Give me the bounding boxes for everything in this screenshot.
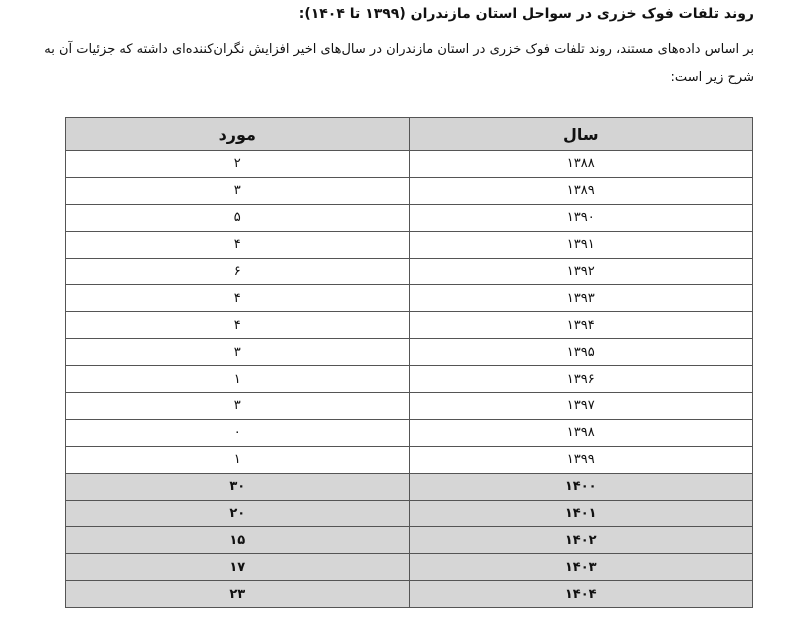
table-row (66, 339, 753, 366)
year-cell: ۱۳۹۲ (409, 258, 753, 285)
table-header-row (66, 118, 753, 151)
year-cell: ۱۳۹۸ (409, 419, 753, 446)
year-cell: ۱۳۸۹ (409, 177, 753, 204)
count-cell: ۲۰ (66, 500, 410, 527)
count-cell: ۳ (66, 393, 410, 420)
table-row (66, 204, 753, 231)
table-row (66, 366, 753, 393)
table-row (66, 473, 753, 500)
year-cell: ۱۳۹۱ (409, 231, 753, 258)
count-cell: ۴ (66, 285, 410, 312)
table-row (66, 554, 753, 581)
year-cell: ۱۳۹۹ (409, 446, 753, 473)
table-row (66, 500, 753, 527)
seal-deaths-table (65, 117, 753, 608)
table-row (66, 258, 753, 285)
table-row (66, 446, 753, 473)
year-cell: ۱۳۹۳ (409, 285, 753, 312)
year-cell: ۱۴۰۲ (409, 527, 753, 554)
count-cell: ۰ (66, 419, 410, 446)
count-cell: ۲۳ (66, 581, 410, 608)
year-cell: ۱۳۹۴ (409, 312, 753, 339)
count-cell: ۱ (66, 366, 410, 393)
count-cell: ۵ (66, 204, 410, 231)
table-row (66, 393, 753, 420)
count-cell: ۱۷ (66, 554, 410, 581)
year-cell: ۱۴۰۱ (409, 500, 753, 527)
count-cell: ۳ (66, 339, 410, 366)
table-row (66, 312, 753, 339)
count-cell: ۶ (66, 258, 410, 285)
intro-paragraph: بر اساس داده‌های مستند، روند تلفات فوک خزری در استان مازندران در سال‌های اخیر افزایش نگران‌کننده‌ای داشته که جزئیات آن به شرح زیر است: (44, 42, 754, 85)
document-title: روند تلفات فوک خزری در سواحل استان مازندران (۱۳۹۹ تا ۱۴۰۴): (298, 6, 754, 22)
table-row (66, 419, 753, 446)
count-cell: ۳ (66, 177, 410, 204)
year-cell: ۱۳۸۸ (409, 151, 753, 178)
year-cell: ۱۳۹۶ (409, 366, 753, 393)
year-cell: ۱۴۰۴ (409, 581, 753, 608)
count-cell: ۴ (66, 231, 410, 258)
count-cell: ۴ (66, 312, 410, 339)
count-cell: ۲ (66, 151, 410, 178)
count-cell: ۳۰ (66, 473, 410, 500)
header-count: مورد (66, 118, 410, 151)
year-cell: ۱۳۹۵ (409, 339, 753, 366)
table-row (66, 285, 753, 312)
count-cell: ۱۵ (66, 527, 410, 554)
year-cell: ۱۴۰۰ (409, 473, 753, 500)
year-cell: ۱۳۹۷ (409, 393, 753, 420)
header-year: سال (409, 118, 753, 151)
year-cell: ۱۳۹۰ (409, 204, 753, 231)
table-row (66, 177, 753, 204)
table-row (66, 527, 753, 554)
table-row (66, 581, 753, 608)
count-cell: ۱ (66, 446, 410, 473)
table-row (66, 151, 753, 178)
table-row (66, 231, 753, 258)
year-cell: ۱۴۰۳ (409, 554, 753, 581)
